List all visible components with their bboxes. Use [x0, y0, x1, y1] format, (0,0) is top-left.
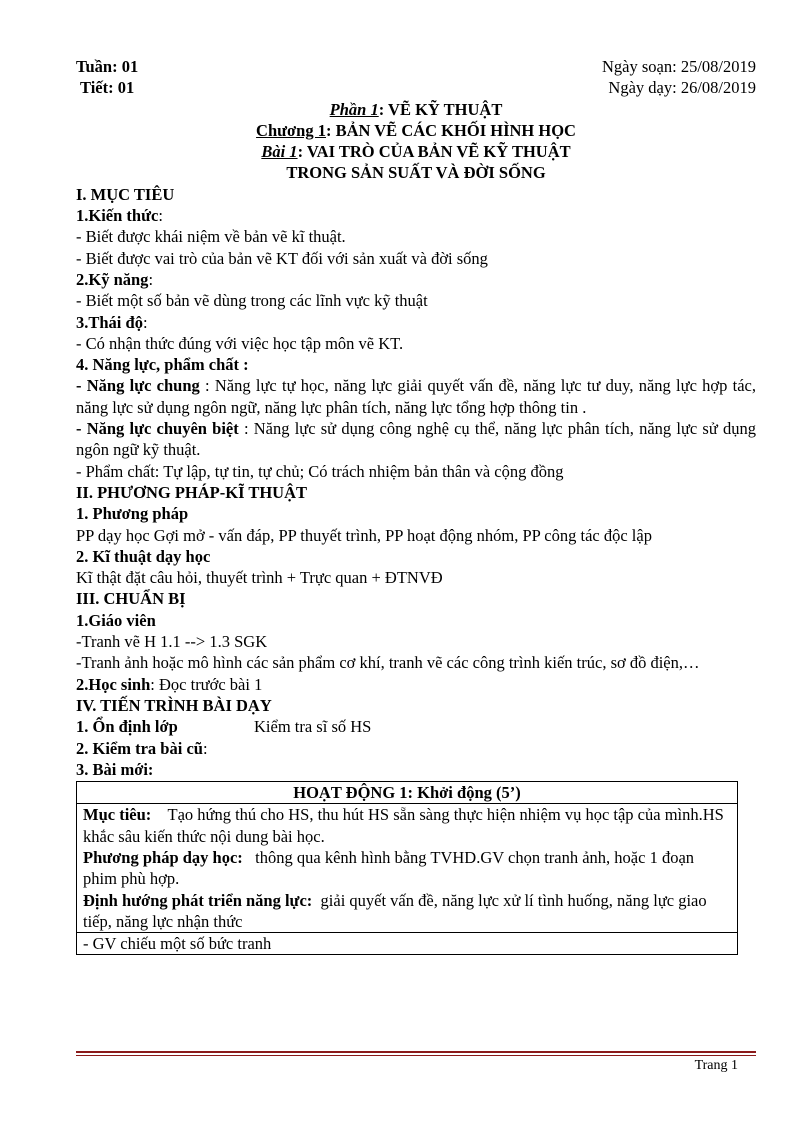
activity-box [76, 781, 738, 955]
activity-goal [83, 804, 731, 847]
part-text: : VẼ KỸ THUẬT [378, 99, 503, 119]
knowledge-item-2: - Biết được vai trò của bản vẽ KT đối với sản xuất và đời sống [76, 248, 488, 268]
teacher-heading: 1.Giáo viên [76, 610, 156, 630]
quality-item: - Phẩm chất: Tự lập, tự tin, tự chủ; Có trách nhiệm bản thân và cộng đồng [76, 461, 564, 481]
page-number: Trang 1 [694, 1058, 738, 1073]
lesson-title [76, 141, 756, 162]
teach-date: Ngày dạy: 26/08/2019 [608, 78, 756, 98]
section-3-heading: III. CHUẨN BỊ [76, 589, 186, 609]
part-label: Phần 1 [329, 99, 379, 119]
student-text: : Đọc trước bài 1 [150, 674, 263, 694]
activity-orient [83, 890, 731, 933]
attitude-heading: 3.Thái độ: [76, 312, 148, 332]
activity-orient-text: giải quyết vấn đề, năng lực xử lí tình huống, năng lực giao tiếp, năng lực nhận thức [83, 890, 707, 931]
lesson-text: : VAI TRÒ CỦA BẢN VẼ KỸ THUẬT [297, 142, 571, 162]
chapter-text: : BẢN VẼ CÁC KHỐI HÌNH HỌC [325, 120, 576, 140]
knowledge-label: 1.Kiến thức [76, 206, 159, 226]
activity-method-label: Phương pháp dạy học: [83, 847, 243, 867]
skill-heading: 2.Kỹ năng: [76, 269, 154, 289]
method-heading: 1. Phương pháp [76, 504, 189, 524]
activity-method-text: thông qua kênh hình bằng TVHD.GV chọn tranh ảnh, hoặc 1 đoạn phim phù hợp. [83, 847, 695, 889]
activity-first-step: - GV chiếu một số bức tranh [77, 932, 737, 954]
technique-text: Kĩ thật đặt câu hỏi, thuyết trình + Trực quan + ĐTNVĐ [76, 568, 443, 588]
technique-heading: 2. Kĩ thuật dạy học [76, 546, 211, 566]
stabilize-label: 1. Ổn định lớp [76, 717, 178, 737]
general-competency-label: - Năng lực chung [76, 376, 200, 396]
skill-item-1: - Biết một số bản vẽ dùng trong các lĩnh vực kỹ thuật [76, 291, 428, 311]
activity-orient-label: Định hướng phát triển năng lực: [83, 890, 313, 910]
review-colon: : [202, 738, 208, 758]
review-label: 2. Kiểm tra bài cũ [76, 738, 203, 758]
week-label: Tuần: 01 [76, 57, 139, 76]
part-title [76, 99, 756, 120]
activity-goal-text: Tạo hứng thú cho HS, thu hút HS sẵn sàng thực hiện nhiệm vụ học tập của mình.HS khắc sâu kiến thức nội dung bài học. [83, 805, 724, 846]
lesson-title-line2: TRONG SẢN SUẤT VÀ ĐỜI SỐNG [286, 163, 546, 183]
prep-date: Ngày soạn: 25/08/2019 [602, 57, 756, 76]
lesson-label: Bài 1 [261, 142, 298, 162]
stabilize-line [76, 716, 756, 737]
header-row-2 [76, 77, 756, 98]
competency-heading: 4. Năng lực, phẩm chất : [76, 355, 249, 375]
general-competency [76, 375, 756, 418]
review-line [76, 738, 756, 759]
header-row-1 [76, 56, 756, 77]
teacher-item-1: -Tranh vẽ H 1.1 --> 1.3 SGK [76, 632, 268, 652]
footer-rule-thick [76, 1051, 756, 1053]
specific-competency-label: - Năng lực chuyên biệt [76, 419, 239, 439]
document-page [76, 56, 756, 955]
method-text: PP dạy học Gợi mở - vấn đáp, PP thuyết trình, PP hoạt động nhóm, PP công tác độc lập [76, 525, 652, 545]
activity-method [83, 847, 731, 890]
student-label: 2.Học sinh [76, 674, 151, 694]
specific-competency-text: : Năng lực sử dụng công nghệ cụ thể, năng lực phân tích, năng lực sử dụng ngôn ngữ kỹ thuật. [76, 419, 756, 460]
stabilize-text: Kiểm tra sĩ số HS [254, 717, 372, 737]
knowledge-item-1: - Biết được khái niệm về bản vẽ kĩ thuật. [76, 227, 346, 247]
specific-competency [76, 418, 756, 461]
teacher-item-2: -Tranh ảnh hoặc mô hình các sản phẩm cơ khí, tranh vẽ các công trình kiến trúc, sơ đồ điện,… [76, 653, 700, 673]
attitude-item-1: - Có nhận thức đúng với việc học tập môn vẽ KT. [76, 333, 404, 353]
knowledge-heading: 1.Kiến thức: [76, 206, 163, 226]
section-4-heading: IV. TIẾN TRÌNH BÀI DẠY [76, 695, 272, 715]
activity-title: HOẠT ĐỘNG 1: Khởi động (5’) [77, 782, 737, 804]
skill-label: 2.Kỹ năng [76, 269, 149, 289]
activity-body [77, 804, 737, 932]
new-lesson-heading: 3. Bài mới: [76, 759, 154, 779]
attitude-label: 3.Thái độ [76, 312, 143, 332]
student-line [76, 674, 756, 695]
chapter-label: Chương 1 [256, 120, 326, 140]
footer-rule-thin [76, 1055, 756, 1056]
activity-goal-label: Mục tiêu: [83, 805, 152, 825]
lesson-number: Tiết: 01 [80, 78, 135, 98]
chapter-title [76, 120, 756, 141]
general-competency-text: : Năng lực tự học, năng lực giải quyết vấn đề, năng lực tư duy, năng lực hợp tác, năng lực sử dụng ngôn ngữ, năng lực phân tích, năng lực tổng hợp thông tin . [76, 376, 756, 417]
section-1-heading: I. MỤC TIÊU [76, 184, 175, 204]
section-2-heading: II. PHƯƠNG PHÁP-KĨ THUẬT [76, 482, 308, 502]
